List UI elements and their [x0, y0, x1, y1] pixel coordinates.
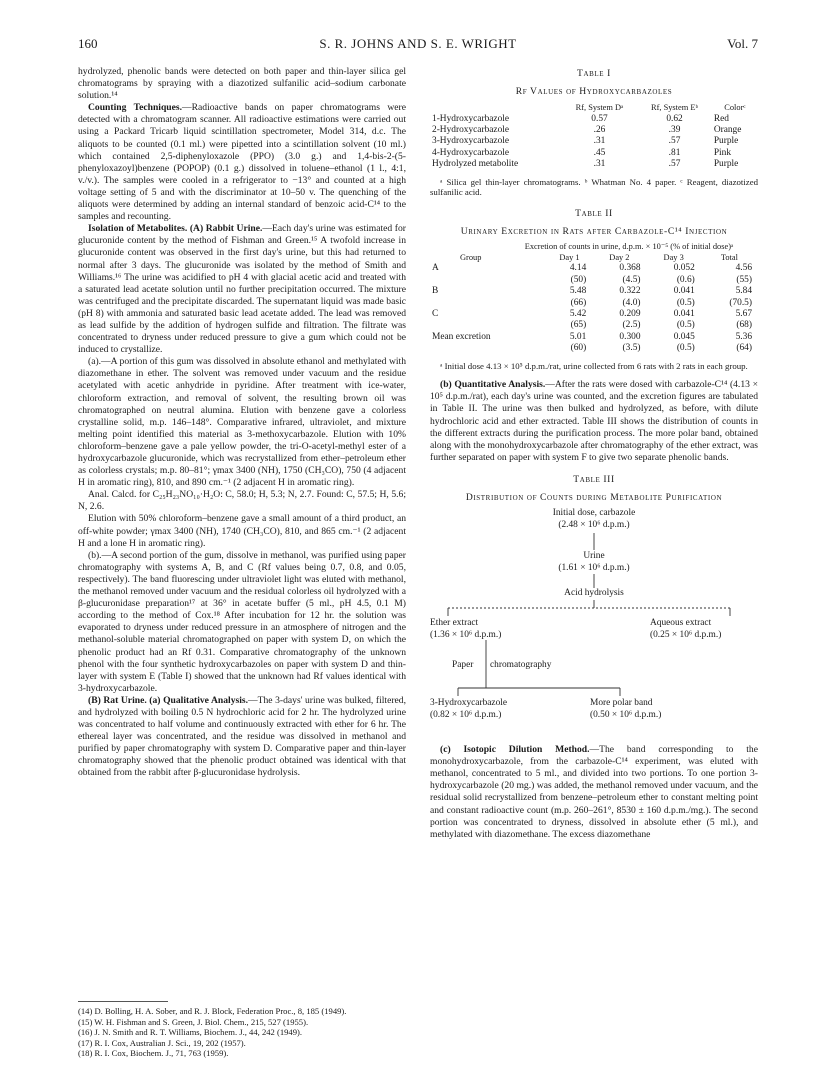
paragraph: Anal. Calcd. for C₂₅H₂₃NO₁₀·H₂O: C, 58.0; H, 5.3; N, 2.7. Found: C, 57.5; H, 5.6; N, 2.6. — [78, 489, 406, 513]
paragraph — [78, 695, 406, 780]
volume-label: Vol. 7 — [727, 36, 758, 51]
table-cell: (4.5) — [622, 274, 641, 285]
node-3-hydroxycarbazole: 3-Hydroxycarbazole (0.82 × 10⁶ d.p.m.) — [430, 698, 508, 720]
table-cell: (0.5) — [676, 320, 695, 331]
table-cell: 5.67 — [735, 309, 752, 320]
table-cell: (0.5) — [676, 343, 695, 354]
table-cell: 0.045 — [673, 331, 695, 342]
table-cell: (65) — [570, 320, 587, 331]
table1-label: Table I — [577, 68, 611, 79]
node-urine: Urine (1.61 × 10⁶ d.p.m.) — [558, 551, 630, 573]
table-row — [430, 343, 758, 354]
table-cell: 0.041 — [673, 309, 695, 320]
paragraph-text: —The 3-days' urine was bulked, filtered, and hydrolyzed with boiling 0.5 N hydrochloric acid for 2 hr. The hydrolyzed urine was concentrated to half volume and continuously extracted with ether for 6 hr. The ethereal layer was concentrated, and the residue was dissolved in methanol and purified by paper chromatography with system D. Comparative paper and thin-layer chromatography showed that the phenolic product obtained was identical with that obtained from the rabbit after β-glucuronidase hydrolysis. — [78, 694, 407, 779]
table-cell: (66) — [570, 297, 587, 308]
section-heading: Isolation of Metabolites. (A) Rabbit Urine. — [88, 223, 263, 235]
table-cell: A — [432, 263, 439, 274]
table-cell: .57 — [668, 136, 681, 147]
table-row — [430, 309, 758, 320]
table-header: Day 1 — [559, 253, 580, 262]
section-heading: (B) Rat Urine. (a) Qualitative Analysis. — [88, 694, 249, 706]
table-cell: Red — [713, 113, 729, 124]
table-header — [430, 102, 562, 113]
paragraph: (b).—A second portion of the gum, dissolve in methanol, was purified using paper chromatography with systems A, B, and C (Rf values being 0.7, 0.8, and 0.05, respectively). The band fluorescing under ultraviolet light was eluted with methanol, the methanol removed under vacuum and the residual colorless oil hydrolyzed with a β-glucuronidase preparation¹⁷ at 36° in acetate buffer (5 ml., pH 4.5, 0.1 M) according to the method of Cox.¹⁸ After incubation for 12 hr. the solution was evaporated to dryness under reduced pressure in an atmosphere of nitrogen and the methanol-soluble material chromatographed on paper with system D, on which the phenolic product had an Rf 0.31. Comparative chromatography of the unknown phenol with the four synthetic hydroxycarbazoles on paper with system D and thin-layer with system E (Table I) showed that the unknown had Rf values identical with 3-hydroxycarbazole. — [78, 549, 406, 694]
table-cell: B — [432, 286, 439, 297]
paragraph — [430, 744, 758, 841]
table-cell: 0.322 — [619, 286, 641, 297]
paragraph: Elution with 50% chloroform–benzene gave a small amount of a third product, an off-white powder; γmax 3400 (NH), 1740 (CH₃CO), 810, and 865 cm.⁻¹ (2 adjacent H and a lone H in aromatic ring). — [78, 513, 406, 549]
footnote-rule — [78, 1001, 168, 1002]
node-initial-dose: Initial dose, carbazole (2.48 × 10⁶ d.p.m.) — [552, 508, 636, 530]
table1-title: Rf Values of Hydroxycarbazoles — [515, 86, 673, 98]
table-header: Colorᶜ — [724, 103, 746, 113]
table-cell: Pink — [713, 147, 732, 158]
table-row — [430, 136, 758, 147]
table-cell: (70.5) — [729, 297, 752, 308]
table-cell — [430, 298, 547, 309]
table-header: Rf, System Dᵃ — [575, 103, 624, 113]
table-header: Total — [720, 253, 738, 262]
table-header: Day 2 — [609, 253, 630, 262]
table-cell: 0.300 — [619, 331, 641, 342]
table1 — [430, 102, 758, 170]
table-row — [430, 125, 758, 136]
table-cell: Purple — [713, 136, 739, 147]
paragraph-text: —Radioactive bands on paper chromatograms were detected with a chromatogram scanner. All radioactive estimations were carried out using a Packard Tricarb liquid scintillation spectrometer, Model 314, d.c. The aliquots to be counted (0.1 ml.) were pipetted into a scintillation solvent (10 ml.) which contained 2,5-diphenyloxazole (PPO) (3.0 g.) and 1,4-bis-2-(5-phenyloxazoyl)benzene (POPOP) (0.1 g.) dissolved in toluene–ethanol (1 l., 4:1, v./v.). The samples were cooled in a refrigerator to −13° and counted at a high voltage setting of 5 and with the discriminator at 10–50 v. The quenching of the aliquots were determined by adding an internal standard of benzoic acid-C¹⁴ to the samples and recounting. — [78, 102, 406, 223]
paragraph — [430, 379, 758, 464]
table-header-row — [430, 252, 758, 263]
page-number: 160 — [78, 36, 98, 51]
table-cell: 0.62 — [666, 113, 683, 124]
table-header-row — [430, 102, 758, 113]
node-chromatography-label: chromatography — [490, 660, 552, 671]
table2-label: Table II — [575, 207, 613, 219]
table-row — [430, 298, 758, 309]
table-cell — [430, 343, 547, 354]
table-cell: .81 — [668, 147, 681, 158]
table-cell: .57 — [668, 159, 681, 170]
table3-label: Table III — [573, 473, 615, 485]
footnotes — [78, 1001, 406, 1059]
paragraph: (a).—A portion of this gum was dissolved in absolute ethanol and methylated with diazomethane in ether. The solvent was removed under vacuum and the residue acetylated with acetic anhydride in pyridine. After treatment with ice-water, chloroform extraction, and removal of solvent, the resulting brown oil was chromatographed on neutral alumina. Elution with benzene gave a colorless crystalline solid, m.p. 146–148°. Comparative infrared, ultraviolet, and mixture melting point identified this material as 3-methoxycarbazole. Elution with 10% chloroform–benzene gave a pale yellow powder, the tri-O-acetyl-methyl ester of a hydroxycarbazole glucuronide, which was recrystallized from ether–petroleum ether as colorless crystals; m.p. 80–81°; γmax 3400 (NH), 1750 (CH₃CO), 750 (4 adjacent H in aromatic ring), 810, and 890 cm.⁻¹ (2 adjacent H in aromatic ring). — [78, 356, 406, 489]
node-more-polar-band: More polar band (0.50 × 10⁶ d.p.m.) — [590, 698, 662, 720]
table-cell: 1-Hydroxycarbazole — [432, 113, 510, 124]
node-paper-label: Paper — [452, 660, 474, 671]
table-cell: (3.5) — [622, 343, 641, 354]
table-row — [430, 159, 758, 170]
table2-subheader: Excretion of counts in urine, d.p.m. × 10⁻⁵ (% of initial dose)ᵃ — [524, 242, 734, 251]
table2 — [430, 252, 758, 355]
footnote: (17) R. I. Cox, Australian J. Sci., 19, 202 (1957). — [78, 1037, 246, 1048]
footnote: (14) D. Bolling, H. A. Sober, and R. J. Block, Federation Proc., 8, 185 (1949). — [78, 1006, 347, 1016]
table-cell: 5.84 — [735, 286, 752, 297]
table-cell: 3-Hydroxycarbazole — [432, 136, 510, 147]
table-cell: .39 — [668, 125, 681, 135]
table-cell: Orange — [713, 125, 742, 135]
table-row — [430, 286, 758, 297]
table-cell — [430, 275, 547, 286]
table-cell: C — [432, 309, 439, 320]
table-cell: (4.0) — [622, 297, 641, 308]
table-cell: (0.6) — [676, 274, 695, 285]
table-cell: 0.052 — [673, 263, 695, 274]
left-column — [78, 66, 406, 780]
paragraph-text: —After the rats were dosed with carbazole-C¹⁴ (4.13 × 10⁵ d.p.m./rat), each day's urine was counted, and the excretion figures are tabulated in Table II. The urine was then bulked and hydrolyzed, as before, with dilute hydrochloric acid and ether extracted. Table III shows the distribution of counts in the different extracts during the purification process. The more polar band, obtained along with the monohydroxycarbazole after chromatography of the ether extract, was further separated on paper with system F to give two separate phenolic bands. — [430, 379, 758, 463]
table-row — [430, 263, 758, 274]
table-cell: (50) — [570, 274, 587, 285]
table-cell: (64) — [736, 343, 752, 354]
footnote: (15) W. H. Fishman and S. Green, J. Biol. Chem., 215, 527 (1955). — [78, 1016, 309, 1027]
table-cell: (60) — [570, 343, 587, 354]
paragraph — [78, 223, 406, 356]
purification-flow-diagram — [430, 508, 758, 744]
paragraph-text: —The band corresponding to the monohydroxycarbazole, from the carbazole-C¹⁴ experiment, was eluted with methanol, concentrated to 5 ml., and divided into two portions. To one portion 3-hydroxycarbazole (20 mg.) was added, the methanol removed under vacuum, and the residual solid recrystallized from benzene–petroleum ether to constant melting point and constant radioactive count (m.p. 260–261°, 8530 ± 160 d.p.m./mg.). The second portion was concentrated to dryness, dissolved in absolute ether (5 ml.), and methylated with diazomethane. The excess diazomethane — [430, 744, 758, 840]
table-cell: 5.48 — [569, 286, 587, 297]
table-header: Day 3 — [663, 253, 684, 262]
table-cell: 0.209 — [619, 309, 641, 320]
table-cell — [430, 320, 547, 331]
table-row — [430, 114, 758, 125]
table-cell: (2.5) — [622, 320, 641, 331]
right-column — [430, 66, 758, 841]
table-cell: 4-Hydroxycarbazole — [432, 147, 510, 158]
paragraph — [78, 102, 406, 223]
footnote: (18) R. I. Cox, Biochem. J., 71, 763 (1959). — [78, 1048, 229, 1059]
table-cell: 4.14 — [569, 263, 587, 274]
table-cell: (0.5) — [676, 297, 695, 308]
table-cell: 0.041 — [673, 286, 695, 297]
section-heading: Counting Techniques. — [88, 102, 183, 114]
table-row — [430, 275, 758, 286]
page-header — [78, 36, 758, 56]
paragraph-text: —Each day's urine was estimated for glucuronide content by the method of Fishman and Green.¹⁵ A twofold increase in glucuronide content was observed in the first day's urine, but this had returned to normal after 3 days. The glucuronide was isolated by the method of Smith and Williams.¹⁶ The urine was acidified to pH 4 with glacial acetic acid and treated with a saturated lead acetate solution until no further precipitation occurred. The mixture was centrifuged and the precipitate discarded. The supernatant liquid was made basic (pH 8) with ammonia and saturated basic lead acetate added. The lead was removed as lead sulfide by the addition of hydrogen sulfide and filtration. The filtrate was concentrated to dryness under reduced pressure to give a gum which could not be induced to crystallize. — [78, 223, 406, 356]
table3-title: Distribution of Counts during Metabolite Purification — [465, 492, 723, 503]
table-cell: Purple — [713, 159, 739, 170]
table-header: Group — [460, 253, 482, 262]
table-row — [430, 332, 758, 343]
table-row — [430, 148, 758, 159]
table-cell: 2-Hydroxycarbazole — [432, 125, 510, 135]
table-cell: 5.36 — [735, 331, 752, 342]
table-cell: .31 — [593, 136, 606, 147]
node-acid-hydrolysis: Acid hydrolysis — [564, 588, 624, 599]
table-cell: 4.56 — [735, 263, 752, 274]
table1-footnote: ᵃ Silica gel thin-layer chromatograms. ᵇ Whatman No. 4 paper. ᶜ Reagent, diazotized sulfanilic acid. — [430, 176, 758, 198]
table-row — [430, 320, 758, 331]
table2-footnote: ᵃ Initial dose 4.13 × 10⁵ d.p.m./rat, urine collected from 6 rats with 2 rats in each group. — [440, 360, 748, 371]
table-cell: (55) — [736, 274, 752, 285]
footnote: (16) J. N. Smith and R. T. Williams, Biochem. J., 44, 242 (1949). — [78, 1027, 303, 1038]
node-aqueous-extract: Aqueous extract (0.25 × 10⁶ d.p.m.) — [650, 618, 722, 640]
table-header: Rf, System Eᵇ — [651, 103, 699, 113]
node-ether-extract: Ether extract (1.36 × 10⁶ d.p.m.) — [430, 618, 502, 640]
table-cell: .26 — [593, 125, 606, 135]
table-cell: .45 — [593, 147, 606, 158]
table-cell: Mean excretion — [432, 331, 491, 342]
paragraph: hydrolyzed, phenolic bands were detected on both paper and thin-layer silica gel chromatograms by spraying with a diazotized sulfanilic acid–sodium carbonate solution.¹⁴ — [78, 66, 406, 102]
table-cell: 0.57 — [591, 113, 608, 124]
table-cell: 5.01 — [569, 331, 587, 342]
section-heading: (b) Quantitative Analysis. — [440, 379, 546, 391]
table2-title: Urinary Excretion in Rats after Carbazole-C¹⁴ Injection — [460, 225, 728, 237]
table-cell: (68) — [736, 320, 752, 331]
section-heading: (c) Isotopic Dilution Method. — [440, 744, 590, 756]
table-cell: .31 — [593, 159, 606, 170]
running-title: S. R. JOHNS AND S. E. WRIGHT — [319, 36, 517, 51]
table-cell: 0.368 — [619, 263, 641, 274]
table-cell: Hydrolyzed metabolite — [432, 159, 519, 170]
table-cell: 5.42 — [569, 309, 587, 320]
